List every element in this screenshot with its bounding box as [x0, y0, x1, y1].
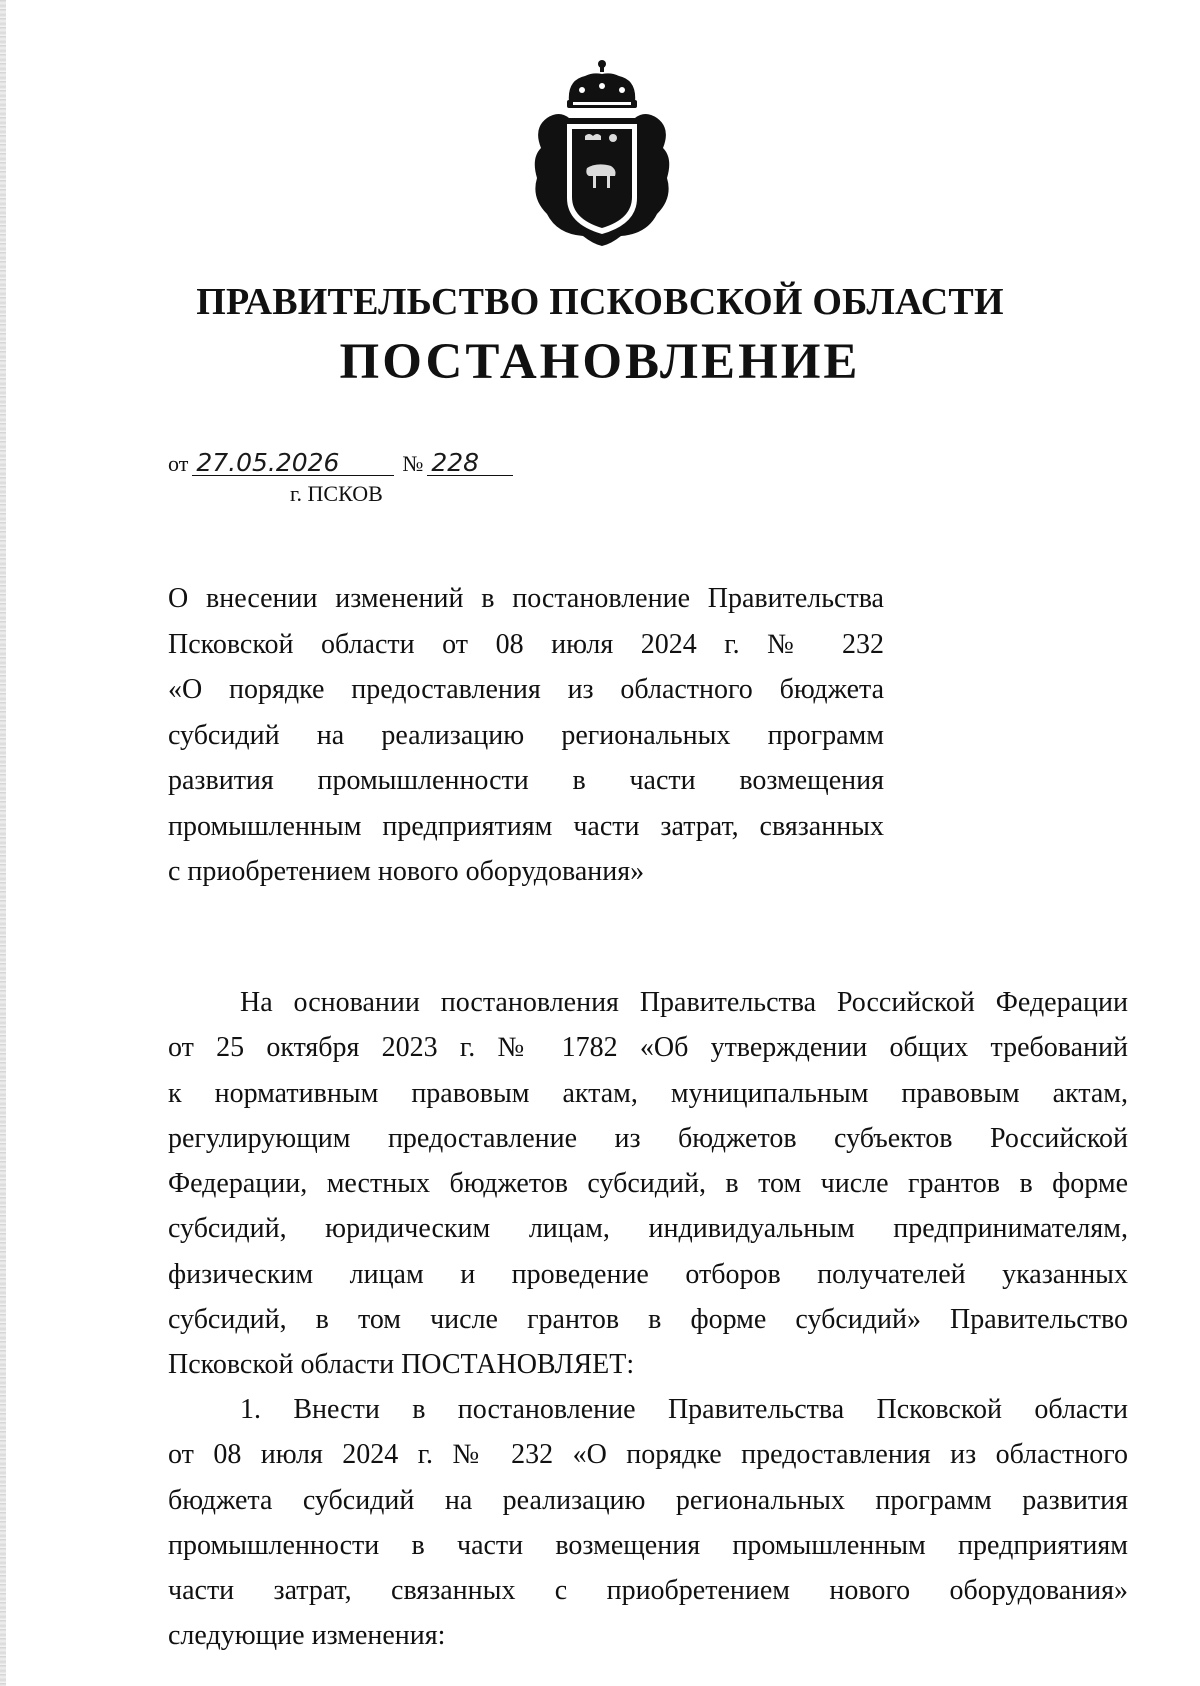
paragraph-line: промышленности в части возмещения промышленным предприятиям	[168, 1529, 1128, 1561]
preamble-paragraph	[168, 980, 1128, 1388]
clause-1-paragraph	[168, 1387, 1128, 1659]
paragraph-line: к нормативным правовым актам, муниципальным правовым актам,	[168, 1077, 1128, 1109]
organization-title: ПРАВИТЕЛЬСТВО ПСКОВСКОЙ ОБЛАСТИ	[196, 281, 1004, 323]
number-label: №	[402, 451, 424, 476]
handwritten-number: 228	[427, 451, 513, 476]
paragraph-line: от 25 октября 2023 г. № 1782 «Об утверждении общих требований	[168, 1032, 1128, 1064]
subject-line: промышленным предприятиям части затрат, связанных	[168, 810, 884, 842]
coat-of-arms-emblem	[527, 58, 677, 248]
paragraph-line: регулирующим предоставление из бюджетов субъектов Российской	[168, 1122, 1128, 1154]
subject-line: О внесении изменений в постановление Правительства	[168, 583, 884, 614]
paragraph-line: Федерации, местных бюджетов субсидий, в том числе грантов в форме	[168, 1168, 1128, 1200]
subject-line: субсидий на реализацию региональных программ	[168, 719, 884, 751]
subject-line: Псковской области от 08 июля 2024 г. № 232	[168, 628, 884, 660]
scan-edge	[0, 0, 6, 1686]
paragraph-line: следующие изменения:	[168, 1620, 446, 1652]
paragraph-line: субсидий, в том числе грантов в форме субсидий» Правительство	[168, 1304, 1128, 1336]
paragraph-line: бюджета субсидий на реализацию региональных программ развития	[168, 1484, 1128, 1516]
paragraph-line: 1. Внести в постановление Правительства Псковской области	[240, 1394, 1128, 1425]
paragraph-line: части затрат, связанных с приобретением нового оборудования»	[168, 1575, 1128, 1607]
handwritten-date: 27.05.2026	[192, 451, 394, 476]
date-label: от	[168, 451, 189, 476]
subject-line: развития промышленности в части возмещения	[168, 765, 884, 796]
paragraph-line: Псковской области ПОСТАНОВЛЯЕТ:	[168, 1349, 635, 1381]
paragraph-line: от 08 июля 2024 г. № 232 «О порядке предоставления из областного	[168, 1439, 1128, 1471]
paragraph-line: физическим лицам и проведение отборов получателей указанных	[168, 1258, 1128, 1290]
paragraph-line: На основании постановления Правительства Российской Федерации	[240, 987, 1128, 1018]
registration-line	[168, 448, 513, 477]
subject-line: с приобретением нового оборудования»	[168, 856, 645, 887]
document-type-title: ПОСТАНОВЛЕНИЕ	[339, 334, 861, 390]
city-label: г. ПСКОВ	[290, 481, 383, 506]
document-subject	[168, 576, 884, 895]
paragraph-line: субсидий, юридическим лицам, индивидуальным предпринимателям,	[168, 1213, 1128, 1245]
subject-line: «О порядке предоставления из областного бюджета	[168, 674, 884, 705]
